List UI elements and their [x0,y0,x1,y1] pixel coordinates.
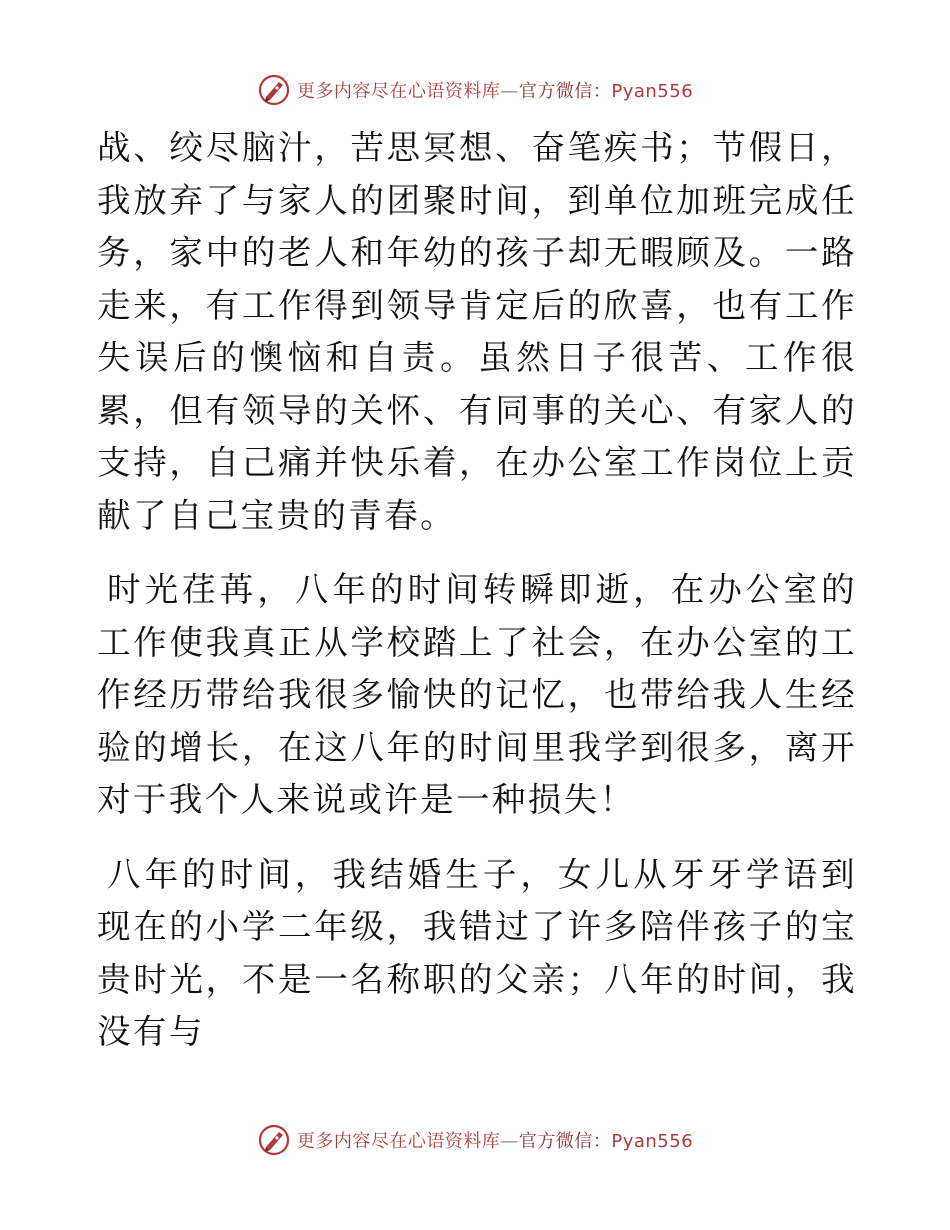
paragraph-2: 时光荏苒，八年的时间转瞬即逝，在办公室的工作使我真正从学校踏上了社会，在办公室的工作经历带给我很多愉快的记忆，也带给我人生经验的增长，在这八年的时间里我学到很多，离开对于我个人来说或许是一种损失！ [97,570,857,819]
header-watermark [0,70,950,110]
pen-nib-logo-icon [257,1123,291,1157]
footer-brand-text: 更多内容尽在心语资料库 [296,1131,501,1152]
document-body [97,122,857,1059]
footer-separator: — [500,1131,519,1152]
header-separator: — [500,81,519,102]
footer-wechat-label: 官方微信： [518,1131,612,1152]
footer-watermark-text [297,1127,693,1153]
header-wechat-id: Pyan556 [611,81,694,102]
footer-wechat-id: Pyan556 [611,1131,694,1152]
paragraph-1: 战、绞尽脑汁，苦思冥想、奋笔疾书；节假日，我放弃了与家人的团聚时间，到单位加班完成任务，家中的老人和年幼的孩子却无暇顾及。一路走来，有工作得到领导肯定后的欣喜，也有工作失误后的懊恼和自责。虽然日子很苦、工作很累，但有领导的关怀、有同事的关心、有家人的支持，自己痛并快乐着，在办公室工作岗位上贡献了自己宝贵的青春。 [97,128,857,535]
header-brand-text: 更多内容尽在心语资料库 [296,81,501,102]
paragraph-3: 八年的时间，我结婚生子，女儿从牙牙学语到现在的小学二年级，我错过了许多陪伴孩子的宝贵时光，不是一名称职的父亲；八年的时间，我没有与 [97,854,857,1051]
pen-nib-logo-icon [257,73,291,107]
footer-watermark [0,1120,950,1160]
header-watermark-text [297,77,693,103]
header-wechat-label: 官方微信： [518,81,612,102]
